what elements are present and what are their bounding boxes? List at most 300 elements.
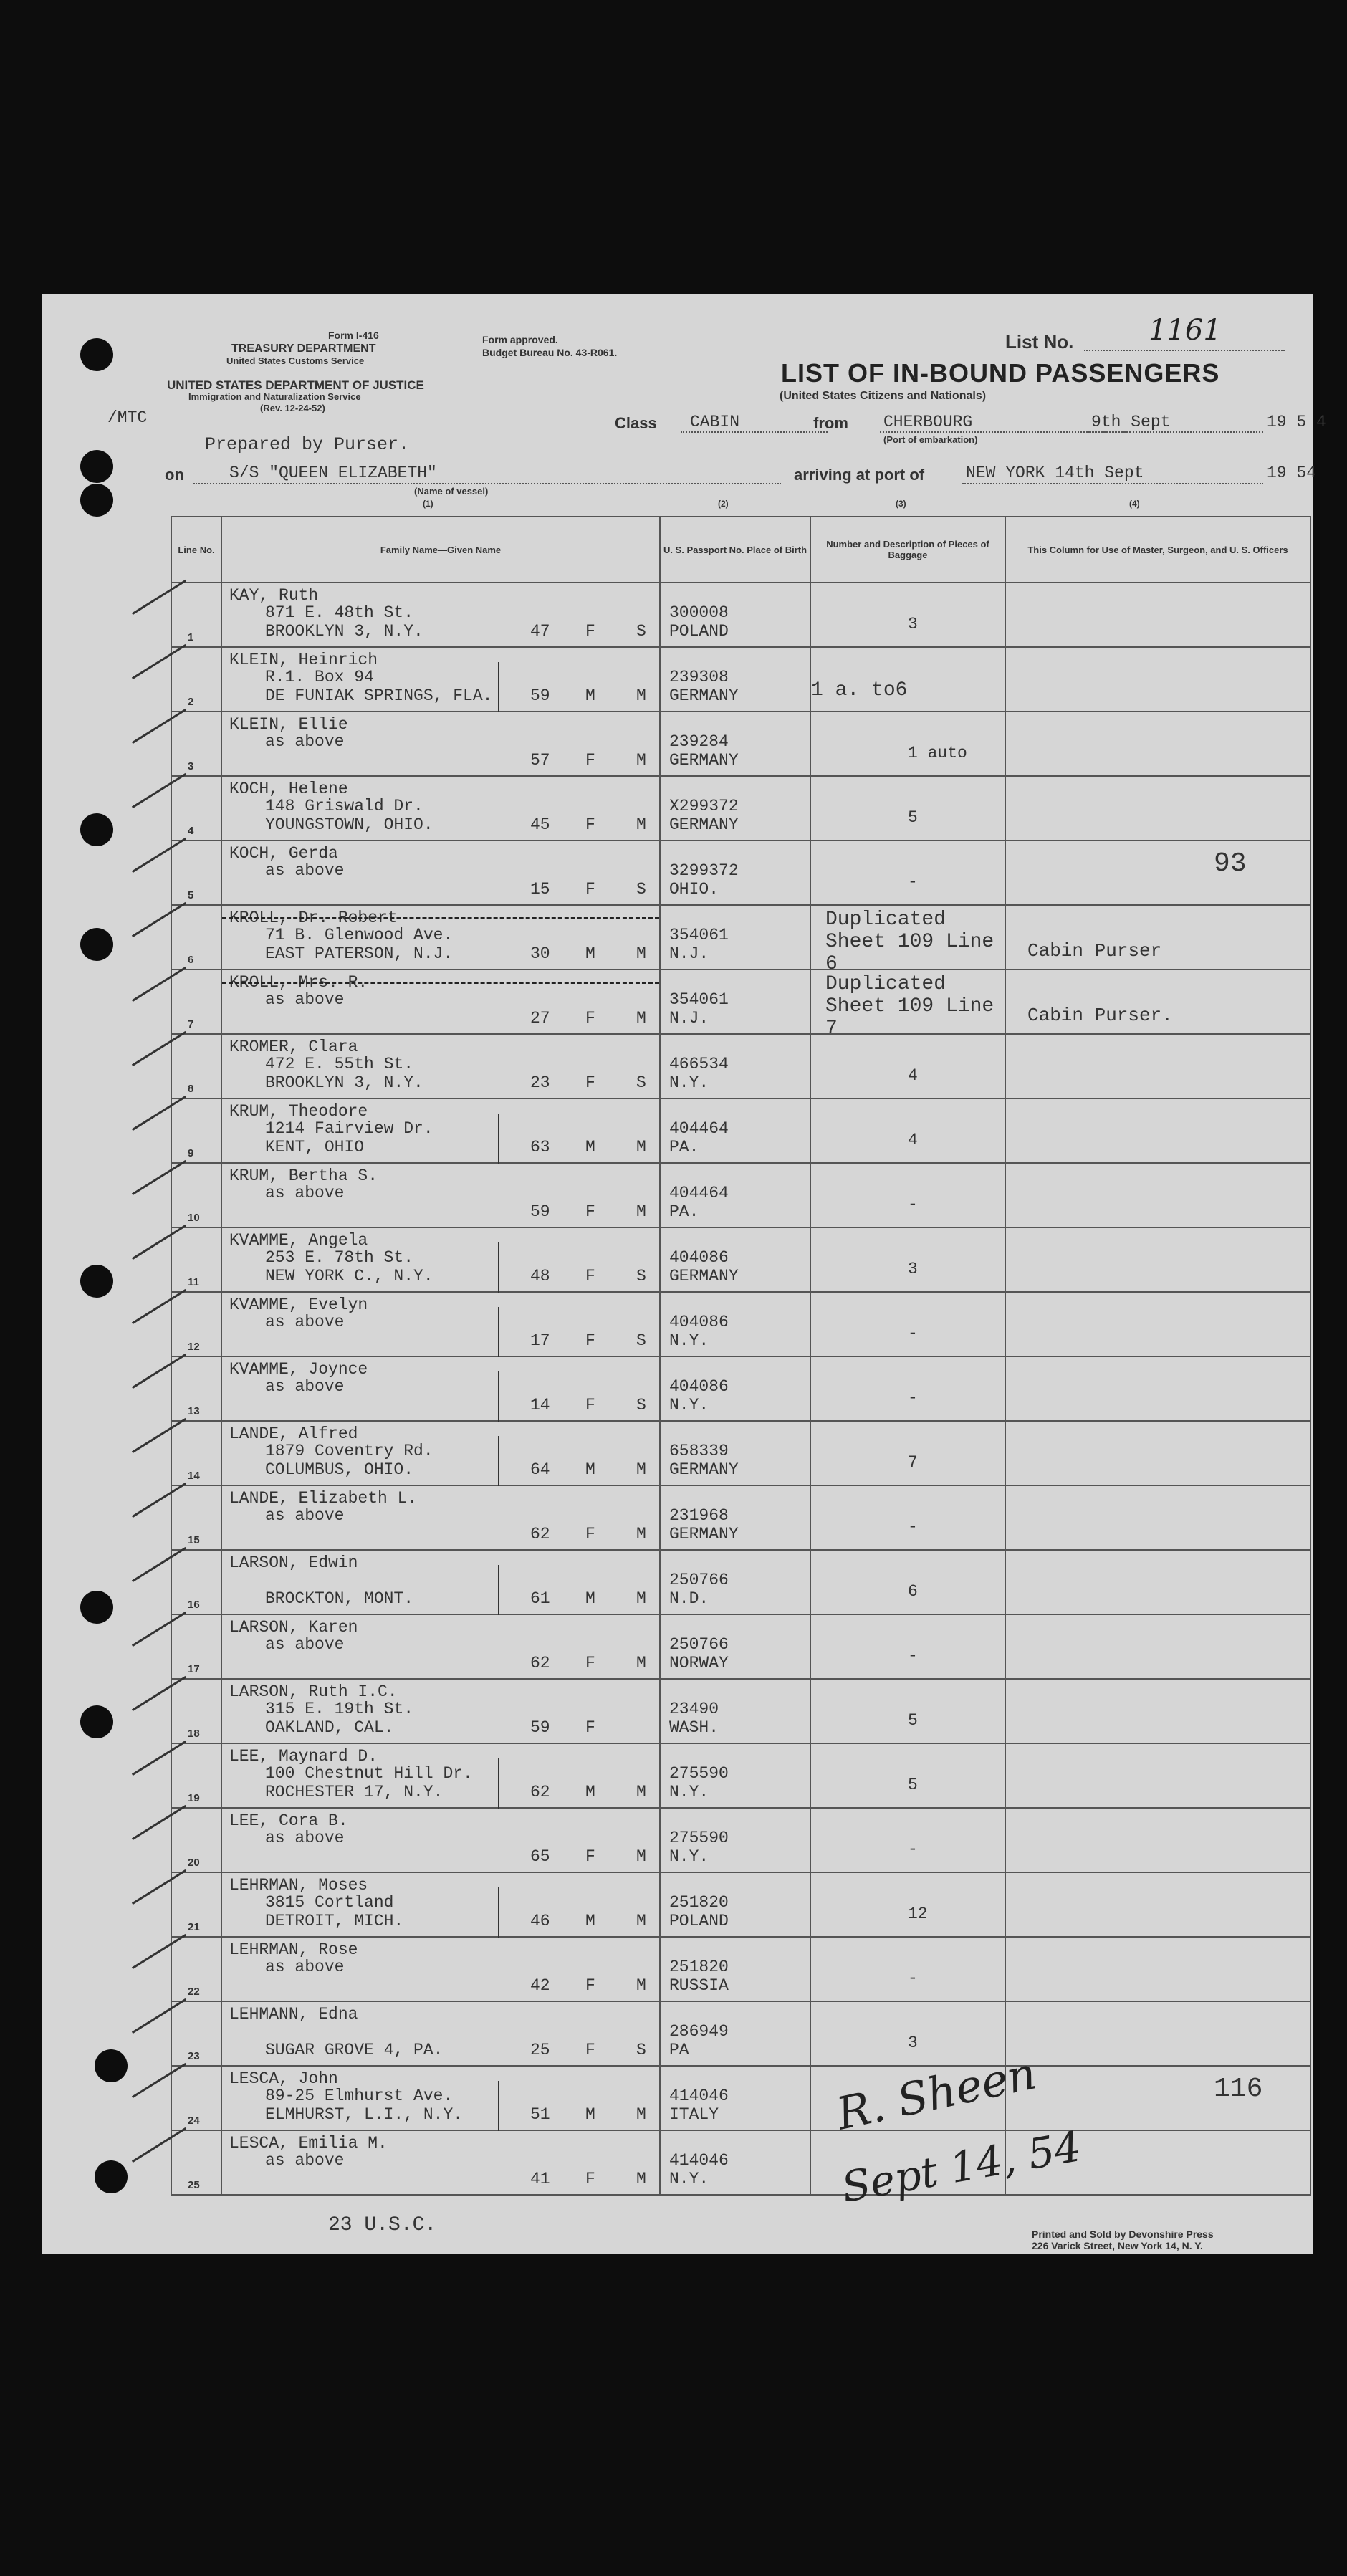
table-row	[171, 1679, 1310, 1743]
class-value: CABIN	[690, 413, 740, 431]
line-no-cell	[171, 1485, 221, 1550]
check-mark	[132, 1289, 186, 1324]
officer-signature: R. Sheen	[832, 2046, 1041, 2140]
line-no-cell	[171, 1356, 221, 1421]
vessel-caption: (Name of vessel)	[414, 486, 489, 497]
passport-number: 239284	[669, 732, 729, 751]
place-of-birth: RUSSIA	[669, 1976, 729, 1995]
passport-cell	[660, 712, 810, 776]
name-cell	[221, 647, 660, 712]
sex: F	[585, 1267, 595, 1285]
passport-cell	[660, 1679, 810, 1743]
col-name: Family Name—Given Name	[221, 517, 660, 583]
marital-status: M	[636, 751, 646, 770]
name-cell	[221, 1227, 660, 1292]
col-num-1: (1)	[423, 499, 433, 509]
strike-line	[222, 982, 659, 984]
baggage-count: -	[908, 873, 918, 891]
address-line-2: BROOKLYN 3, N.Y.	[265, 622, 423, 641]
age: 57	[530, 751, 550, 770]
bracket-mark	[498, 1307, 499, 1357]
passport-cell	[660, 1937, 810, 2001]
passport-cell	[660, 647, 810, 712]
bracket-mark	[498, 1758, 499, 1809]
passenger-name: LANDE, Elizabeth L.	[229, 1489, 418, 1508]
address-line-2: OAKLAND, CAL.	[265, 1718, 394, 1737]
officer-cell	[1005, 1614, 1310, 1679]
name-cell	[221, 1034, 660, 1098]
passenger-name: LESCA, Emilia M.	[229, 2134, 388, 2153]
name-cell	[221, 1872, 660, 1937]
check-mark	[132, 773, 186, 808]
address-line-1: as above	[265, 1313, 345, 1331]
name-cell	[221, 1421, 660, 1485]
line-number: 18	[188, 1728, 200, 1740]
name-cell	[221, 1292, 660, 1356]
check-mark	[132, 709, 186, 744]
line-no-cell	[171, 647, 221, 712]
table-row	[171, 1292, 1310, 1356]
line-no-cell	[171, 712, 221, 776]
passport-number: 404464	[669, 1119, 729, 1138]
age: 45	[530, 815, 550, 834]
revision-label: (Rev. 12-24-52)	[260, 403, 325, 413]
check-mark	[132, 902, 186, 937]
marital-status: M	[636, 1460, 646, 1479]
document-page	[42, 294, 1326, 2254]
passenger-name: KROMER, Clara	[229, 1038, 358, 1056]
age: 17	[530, 1331, 550, 1350]
passenger-name: LEE, Maynard D.	[229, 1747, 378, 1766]
address-line-2: BROOKLYN 3, N.Y.	[265, 1073, 423, 1092]
officer-cell	[1005, 1292, 1310, 1356]
officer-cell	[1005, 1550, 1310, 1614]
passenger-name: KLEIN, Heinrich	[229, 651, 378, 669]
officer-cell	[1005, 712, 1310, 776]
officer-note: 116	[1214, 2074, 1263, 2105]
check-mark	[132, 1354, 186, 1389]
baggage-cell	[810, 1937, 1005, 2001]
place-of-birth: GERMANY	[669, 686, 739, 705]
age: 61	[530, 1589, 550, 1608]
officer-note: Cabin Purser.	[1027, 1005, 1173, 1026]
place-of-birth: GERMANY	[669, 1525, 739, 1543]
table-row	[171, 1614, 1310, 1679]
name-cell	[221, 1163, 660, 1227]
passport-cell	[660, 1743, 810, 1808]
baggage-count: 5	[908, 808, 918, 827]
check-mark	[132, 1934, 186, 1969]
check-mark	[132, 1160, 186, 1195]
baggage-count: 7	[908, 1453, 918, 1472]
table-row	[171, 1098, 1310, 1163]
line-number: 7	[188, 1018, 194, 1030]
place-of-birth: GERMANY	[669, 751, 739, 770]
officer-note: Cabin Purser	[1027, 940, 1162, 962]
baggage-cell	[810, 776, 1005, 841]
punch-hole	[95, 2160, 128, 2193]
passport-cell	[660, 1550, 810, 1614]
line-number: 8	[188, 1083, 194, 1095]
sex: M	[585, 1138, 595, 1157]
place-of-birth: N.Y.	[669, 1073, 709, 1092]
vessel-line	[193, 483, 781, 484]
passport-number: X299372	[669, 797, 739, 815]
line-number: 2	[188, 696, 194, 708]
line-number: 16	[188, 1599, 200, 1611]
place-of-birth: ITALY	[669, 2105, 719, 2124]
col-num-4: (4)	[1129, 499, 1140, 509]
name-cell	[221, 1937, 660, 2001]
passport-number: 404086	[669, 1248, 729, 1267]
passport-number: 275590	[669, 1829, 729, 1847]
sex: F	[585, 1654, 595, 1672]
baggage-cell	[810, 1808, 1005, 1872]
passport-cell	[660, 1808, 810, 1872]
col-line-no: Line No.	[171, 517, 221, 583]
passport-number: 286949	[669, 2022, 729, 2041]
passport-cell	[660, 841, 810, 905]
address-line-2: ELMHURST, L.I., N.Y.	[265, 2105, 464, 2124]
place-of-birth: WASH.	[669, 1718, 719, 1737]
passport-cell	[660, 969, 810, 1034]
bracket-mark	[498, 1565, 499, 1615]
passport-cell	[660, 2130, 810, 2195]
line-number: 25	[188, 2179, 200, 2191]
place-of-birth: PA.	[669, 1138, 699, 1157]
passport-number: 250766	[669, 1635, 729, 1654]
passport-cell	[660, 1292, 810, 1356]
baggage-count: -	[908, 1389, 918, 1407]
passport-cell	[660, 1098, 810, 1163]
baggage-count: 1 a. to6	[811, 679, 908, 702]
marital-status: M	[636, 1525, 646, 1543]
baggage-count: -	[908, 1195, 918, 1214]
line-number: 19	[188, 1792, 200, 1804]
place-of-birth: POLAND	[669, 1912, 729, 1930]
age: 25	[530, 2041, 550, 2059]
place-of-birth: GERMANY	[669, 1460, 739, 1479]
age: 27	[530, 1009, 550, 1028]
table-row	[171, 1034, 1310, 1098]
passport-number: 414046	[669, 2087, 729, 2105]
age: 62	[530, 1525, 550, 1543]
passport-cell	[660, 1421, 810, 1485]
passenger-name: KVAMME, Evelyn	[229, 1296, 368, 1314]
sex: M	[585, 1589, 595, 1608]
line-number: 11	[188, 1276, 199, 1288]
address-line-2: EAST PATERSON, N.J.	[265, 944, 454, 963]
officer-cell	[1005, 583, 1310, 647]
col-num-3: (3)	[896, 499, 906, 509]
sex: M	[585, 686, 595, 705]
address-line-2: YOUNGSTOWN, OHIO.	[265, 815, 433, 834]
page-title: LIST OF IN-BOUND PASSENGERS	[781, 358, 1220, 388]
marital-status: S	[636, 2041, 646, 2059]
line-number: 21	[188, 1921, 200, 1933]
age: 23	[530, 1073, 550, 1092]
port-caption: (Port of embarkation)	[883, 434, 978, 445]
officer-cell	[1005, 1743, 1310, 1808]
line-number: 22	[188, 1986, 200, 1998]
age: 46	[530, 1912, 550, 1930]
line-no-cell	[171, 1872, 221, 1937]
line-no-cell	[171, 1808, 221, 1872]
sex: F	[585, 815, 595, 834]
passenger-name: KRUM, Theodore	[229, 1102, 368, 1121]
footer-left: 23 U.S.C.	[328, 2214, 437, 2236]
marital-status: M	[636, 2170, 646, 2188]
table-row	[171, 2001, 1310, 2066]
address-line-1: as above	[265, 2151, 345, 2170]
age: 15	[530, 880, 550, 899]
age: 59	[530, 686, 550, 705]
col-num-2: (2)	[718, 499, 729, 509]
sex: M	[585, 2105, 595, 2124]
marital-status: S	[636, 1331, 646, 1350]
check-mark	[132, 1031, 186, 1066]
line-number: 15	[188, 1534, 200, 1546]
passport-cell	[660, 905, 810, 969]
check-mark	[132, 1483, 186, 1518]
place-of-birth: GERMANY	[669, 815, 739, 834]
passport-number: 404086	[669, 1313, 729, 1331]
officer-cell	[1005, 1679, 1310, 1743]
officer-cell	[1005, 1872, 1310, 1937]
marital-status: S	[636, 1073, 646, 1092]
line-no-cell	[171, 1550, 221, 1614]
place-of-birth: N.J.	[669, 1009, 709, 1028]
name-cell	[221, 969, 660, 1034]
line-number: 9	[188, 1147, 194, 1159]
address-line-1: 253 E. 78th St.	[265, 1248, 414, 1267]
passport-cell	[660, 1227, 810, 1292]
place-of-birth: OHIO.	[669, 880, 719, 899]
col-officers: This Column for Use of Master, Surgeon, and U. S. Officers	[1005, 517, 1310, 583]
passenger-name: LARSON, Ruth I.C.	[229, 1682, 398, 1701]
from-label: from	[813, 414, 848, 432]
from-value: CHERBOURG	[883, 413, 973, 431]
marital-status: M	[636, 1009, 646, 1028]
marital-status: M	[636, 1976, 646, 1995]
address-line-1: as above	[265, 990, 345, 1009]
sex: F	[585, 880, 595, 899]
line-no-cell	[171, 1292, 221, 1356]
baggage-count: 5	[908, 1711, 918, 1730]
table-row	[171, 969, 1310, 1034]
baggage-count: 1 auto	[908, 744, 967, 762]
address-line-1: as above	[265, 1635, 345, 1654]
col-passport: U. S. Passport No. Place of Birth	[660, 517, 810, 583]
sex: M	[585, 944, 595, 963]
check-mark	[132, 967, 186, 1002]
place-of-birth: PA	[669, 2041, 689, 2059]
baggage-count: 6	[908, 1582, 918, 1601]
passenger-name: KOCH, Helene	[229, 780, 348, 798]
treasury-label: TREASURY DEPARTMENT	[231, 343, 376, 355]
baggage-cell	[810, 647, 1005, 712]
age: 59	[530, 1718, 550, 1737]
baggage-cell	[810, 905, 1005, 975]
officer-cell	[1005, 1227, 1310, 1292]
officer-cell	[1005, 1421, 1310, 1485]
check-mark	[132, 1096, 186, 1131]
arrival-year: 19 54	[1267, 464, 1317, 482]
table-row	[171, 1872, 1310, 1937]
marital-status: M	[636, 2105, 646, 2124]
line-no-cell	[171, 2130, 221, 2195]
budget-bureau: Budget Bureau No. 43-R061.	[482, 347, 618, 358]
passport-cell	[660, 776, 810, 841]
age: 48	[530, 1267, 550, 1285]
officer-cell	[1005, 1163, 1310, 1227]
marital-status: M	[636, 1589, 646, 1608]
marital-status: S	[636, 880, 646, 899]
list-no-value: 1161	[1149, 314, 1222, 347]
baggage-cell	[810, 1098, 1005, 1163]
baggage-cell	[810, 1872, 1005, 1937]
table-row	[171, 1421, 1310, 1485]
officer-cell	[1005, 1937, 1310, 2001]
address-line-1: as above	[265, 1958, 345, 1976]
line-number: 4	[188, 825, 194, 837]
passport-number: 354061	[669, 990, 729, 1009]
punch-hole	[80, 813, 113, 846]
address-line-1: 3815 Cortland	[265, 1893, 394, 1912]
arrival-line	[962, 483, 1263, 484]
bracket-mark	[498, 1371, 499, 1422]
arriving-label: arriving at port of	[794, 466, 925, 484]
mtc-mark: /MTC	[107, 408, 148, 427]
name-cell	[221, 1485, 660, 1550]
sex: M	[585, 1460, 595, 1479]
name-cell	[221, 905, 660, 969]
age: 65	[530, 1847, 550, 1866]
passport-number: 404464	[669, 1184, 729, 1202]
baggage-count: 3	[908, 615, 918, 633]
passenger-name: KROLL, Mrs. R.	[229, 973, 368, 992]
table-row	[171, 1163, 1310, 1227]
address-line-2: DE FUNIAK SPRINGS, FLA.	[265, 686, 493, 705]
table-row	[171, 841, 1310, 905]
place-of-birth: N.Y.	[669, 2170, 709, 2188]
baggage-cell	[810, 969, 1005, 1040]
line-no-cell	[171, 1937, 221, 2001]
class-label: Class	[615, 414, 657, 432]
officer-cell	[1005, 776, 1310, 841]
passport-number: 23490	[669, 1700, 719, 1718]
passport-cell	[660, 1034, 810, 1098]
address-line-2: KENT, OHIO	[265, 1138, 365, 1157]
line-number: 5	[188, 889, 194, 901]
passenger-name: LEE, Cora B.	[229, 1811, 348, 1830]
baggage-count: 4	[908, 1131, 918, 1149]
punch-hole	[80, 450, 113, 483]
marital-status: S	[636, 1396, 646, 1414]
line-number: 3	[188, 760, 194, 772]
line-no-cell	[171, 583, 221, 647]
address-line-2: NEW YORK C., N.Y.	[265, 1267, 433, 1285]
address-line-2: ROCHESTER 17, N.Y.	[265, 1783, 444, 1801]
check-mark	[132, 580, 186, 615]
check-mark	[132, 1869, 186, 1905]
place-of-birth: N.Y.	[669, 1847, 709, 1866]
passport-number: 300008	[669, 603, 729, 622]
age: 42	[530, 1976, 550, 1995]
line-no-cell	[171, 1163, 221, 1227]
officer-cell	[1005, 1098, 1310, 1163]
bracket-mark	[498, 1436, 499, 1486]
baggage-cell	[810, 1356, 1005, 1421]
embark-date: 9th Sept	[1091, 413, 1171, 431]
sex: F	[585, 1525, 595, 1543]
address-line-1: as above	[265, 1184, 345, 1202]
sex: F	[585, 751, 595, 770]
check-mark	[132, 2127, 186, 2163]
name-cell	[221, 2001, 660, 2066]
baggage-cell	[810, 583, 1005, 647]
place-of-birth: N.J.	[669, 944, 709, 963]
passenger-name: KOCH, Gerda	[229, 844, 338, 863]
officer-cell	[1005, 2066, 1310, 2130]
prepared-by: Prepared by Purser.	[205, 434, 410, 455]
address-line-1: as above	[265, 1377, 345, 1396]
line-no-cell	[171, 1614, 221, 1679]
punch-hole	[95, 2049, 128, 2082]
passport-cell	[660, 583, 810, 647]
passport-number: 658339	[669, 1442, 729, 1460]
passenger-name: LARSON, Edwin	[229, 1553, 358, 1572]
officer-cell	[1005, 1485, 1310, 1550]
officer-note: 93	[1214, 848, 1247, 879]
officer-cell	[1005, 905, 1310, 969]
passenger-name: KVAMME, Angela	[229, 1231, 368, 1250]
address-line-1: as above	[265, 861, 345, 880]
form-approved: Form approved.	[482, 334, 558, 345]
line-no-cell	[171, 1227, 221, 1292]
baggage-count: -	[908, 1324, 918, 1343]
baggage-count: 3	[908, 2034, 918, 2052]
baggage-count: 3	[908, 1260, 918, 1278]
sex: F	[585, 1718, 595, 1737]
line-number: 23	[188, 2050, 200, 2062]
age: 64	[530, 1460, 550, 1479]
printer-line-2: 226 Varick Street, New York 14, N. Y.	[1032, 2240, 1203, 2251]
marital-status: M	[636, 686, 646, 705]
name-cell	[221, 1679, 660, 1743]
line-no-cell	[171, 1034, 221, 1098]
passport-cell	[660, 1614, 810, 1679]
line-no-cell	[171, 2066, 221, 2130]
name-cell	[221, 1614, 660, 1679]
name-cell	[221, 1808, 660, 1872]
baggage-cell	[810, 712, 1005, 776]
punch-hole	[80, 484, 113, 517]
passenger-name: LANDE, Alfred	[229, 1425, 358, 1443]
officer-cell	[1005, 1808, 1310, 1872]
passenger-name: LEHMANN, Edna	[229, 2005, 358, 2024]
table-row	[171, 2130, 1310, 2195]
baggage-count: Duplicated Sheet 109 Line 6	[825, 909, 994, 975]
passenger-name: LEHRMAN, Rose	[229, 1940, 358, 1959]
line-number: 17	[188, 1663, 200, 1675]
sex: F	[585, 2170, 595, 2188]
line-number: 13	[188, 1405, 200, 1417]
officer-cell	[1005, 1034, 1310, 1098]
name-cell	[221, 2130, 660, 2195]
check-mark	[132, 644, 186, 679]
table-row	[171, 1227, 1310, 1292]
